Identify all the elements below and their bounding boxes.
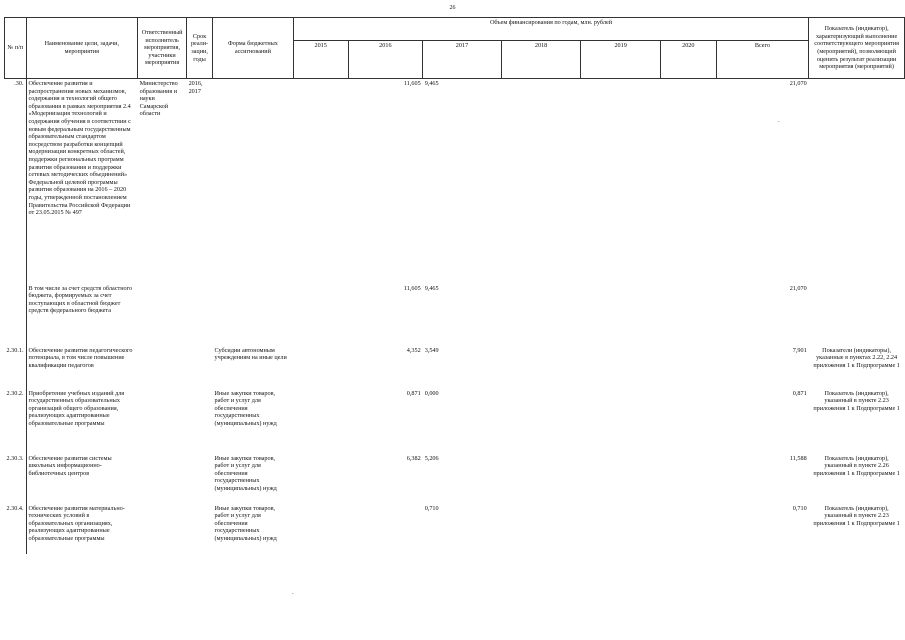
row-indicator <box>809 284 905 346</box>
row-name: Обеспечение развития и распространения новых механизмов, содержания и технологий общего образования в рамках мероприятия 2.4 «Модернизация технологий и содержания обучения в соответствии с новым федеральным государственным образовательным стандартом посредством разработки концепций модернизации конкретных областей, поддержки региональных программ развития образования и поддержки сетевых методических объединений» Федеральной целевой программы развития образования на 2016 – 2020 годы, утвержденной постановлением Правительства Российской Федерации от 23.05.2015 № 497 <box>26 79 138 284</box>
table-row <box>5 504 905 554</box>
scan-speck: . <box>292 588 294 596</box>
row-value-2017: 5,206 <box>424 454 439 462</box>
row-term <box>187 284 213 346</box>
row-budget-form: Иные закупки товаров, работ и услуг для обеспечения государственных (муниципальных) нужд <box>214 454 277 492</box>
row-responsible <box>138 389 187 454</box>
row-value-2020 <box>660 79 716 284</box>
row-responsible <box>138 504 187 554</box>
header-funding: Объем финансирования по годам, млн. рублей <box>293 18 808 41</box>
row-number: .30. <box>14 80 24 87</box>
row-value-2019 <box>581 79 661 284</box>
table-row <box>5 79 905 284</box>
row-responsible <box>138 346 187 389</box>
row-responsible <box>138 284 187 346</box>
row-value-2017: 9,465 <box>424 80 439 87</box>
row-indicator: Показатели (индикаторы), указанные в пунктах 2.22, 2.24 приложения 1 к Подпрограмме 1 <box>813 346 900 369</box>
row-value-2016: 11,605 <box>403 80 421 87</box>
row-value-2016 <box>348 504 423 554</box>
row-name: Приобретение учебных изданий для государственных образовательных организаций общего образования, реализующих адаптированные образовательные программы <box>26 389 138 454</box>
row-term: 2016, 2017 <box>188 80 203 95</box>
funding-table <box>4 17 905 554</box>
row-value-2017: 0,000 <box>424 389 439 397</box>
row-value-2015 <box>293 284 348 346</box>
row-number: 2.30.3. <box>6 454 24 462</box>
row-term <box>187 504 213 554</box>
row-responsible <box>138 454 187 504</box>
header-year-2019: 2019 <box>581 41 661 79</box>
row-value-2018 <box>501 454 581 504</box>
row-name: Обеспечение развития системы школьных информационно-библиотечных центров <box>26 454 138 504</box>
table-row <box>5 454 905 504</box>
header-indicator: Показатель (индикатор), характеризующий выполнение соответствующего мероприятия (мероприятий), позволяющий оценить результат реализации мероприятия (мероприятий) <box>809 18 905 79</box>
row-number <box>5 284 27 346</box>
header-year-2015: 2015 <box>293 41 348 79</box>
row-value-2016: 11,605 <box>403 284 421 292</box>
row-budget-form <box>213 284 294 346</box>
row-value-total: 0,710 <box>792 504 807 512</box>
row-value-2020 <box>660 346 716 389</box>
row-name: Обеспечение развития материально-технических условий в образовательных организациях, реализующих адаптированные образовательные программы <box>26 504 138 554</box>
row-term <box>187 454 213 504</box>
row-value-2017: 3,549 <box>424 346 439 354</box>
row-value-2016: 6,382 <box>406 454 421 462</box>
row-value-2019 <box>581 284 661 346</box>
row-value-total: 7,901 <box>792 346 807 354</box>
row-value-2018 <box>501 79 581 284</box>
row-value-total: 21,070 <box>789 284 807 292</box>
row-number: 2.30.1. <box>6 346 24 354</box>
row-value-2016: 0,871 <box>406 389 421 397</box>
row-value-2015 <box>293 79 348 284</box>
row-value-2019 <box>581 389 661 454</box>
row-value-total: 11,588 <box>789 454 807 462</box>
row-number: 2.30.2. <box>6 389 24 397</box>
header-year-2020: 2020 <box>660 41 716 79</box>
header-year-2017: 2017 <box>423 41 502 79</box>
row-value-2015 <box>293 454 348 504</box>
row-number: 2.30.4. <box>6 504 24 512</box>
header-total: Всего <box>716 41 809 79</box>
header-year-2016: 2016 <box>348 41 423 79</box>
header-year-2018: 2018 <box>501 41 581 79</box>
row-value-2015 <box>293 346 348 389</box>
row-indicator: Показатель (индикатор), указанный в пункте 2.26 приложения 1 к Подпрограмме 1 <box>813 454 900 477</box>
row-value-2017: 9,465 <box>424 284 439 292</box>
row-value-2018 <box>501 504 581 554</box>
row-budget-form: Субсидии автономным учреждениям на иные цели <box>214 346 287 362</box>
row-value-2020 <box>660 454 716 504</box>
row-term <box>187 389 213 454</box>
row-value-2018 <box>501 346 581 389</box>
row-value-2020 <box>660 504 716 554</box>
scan-speck: . <box>778 116 780 124</box>
table-row <box>5 389 905 454</box>
table-row <box>5 346 905 389</box>
row-value-total: 21,070 <box>789 80 807 87</box>
page-number: 26 <box>449 5 456 11</box>
header-name: Наименование цели, задачи, мероприятия <box>26 18 138 79</box>
row-indicator: Показатель (индикатор), указанный в пункте 2.23 приложения 1 к Подпрограмме 1 <box>813 504 900 527</box>
row-value-2015 <box>293 504 348 554</box>
header-budget-form: Форма бюджетных ассигнований <box>213 18 294 79</box>
table-row <box>5 284 905 346</box>
row-budget-form <box>213 79 294 284</box>
row-value-2018 <box>501 389 581 454</box>
header-responsible: Ответственный исполнитель мероприятия, участники мероприятия <box>138 18 187 79</box>
row-indicator: Показатель (индикатор), указанный в пункте 2.23 приложения 1 к Подпрограмме 1 <box>813 389 900 412</box>
row-value-2016: 4,352 <box>406 346 421 354</box>
header-number: № п/п <box>5 18 27 79</box>
row-value-2019 <box>581 346 661 389</box>
row-value-2020 <box>660 284 716 346</box>
row-budget-form: Иные закупки товаров, работ и услуг для обеспечения государственных (муниципальных) нужд <box>214 389 277 427</box>
row-budget-form: Иные закупки товаров, работ и услуг для обеспечения государственных (муниципальных) нужд <box>214 504 277 542</box>
row-value-2019 <box>581 454 661 504</box>
header-term: Срок реали-зации, годы <box>187 18 213 79</box>
row-indicator <box>809 79 905 284</box>
row-name: Обеспечение развития педагогического потенциала, в том числе повышение квалификации педагогов <box>26 346 138 389</box>
row-value-2018 <box>501 284 581 346</box>
row-value-total: 0,871 <box>792 389 807 397</box>
row-term <box>187 346 213 389</box>
row-value-2019 <box>581 504 661 554</box>
row-value-2020 <box>660 389 716 454</box>
row-responsible: Министерство образования и науки Самарской области <box>139 80 178 118</box>
row-value-2017: 0,710 <box>424 504 439 512</box>
row-name: В том числе за счет средств областного бюджета, формируемых за счет поступающих в областной бюджет средств федерального бюджета <box>26 284 138 346</box>
row-value-2015 <box>293 389 348 454</box>
